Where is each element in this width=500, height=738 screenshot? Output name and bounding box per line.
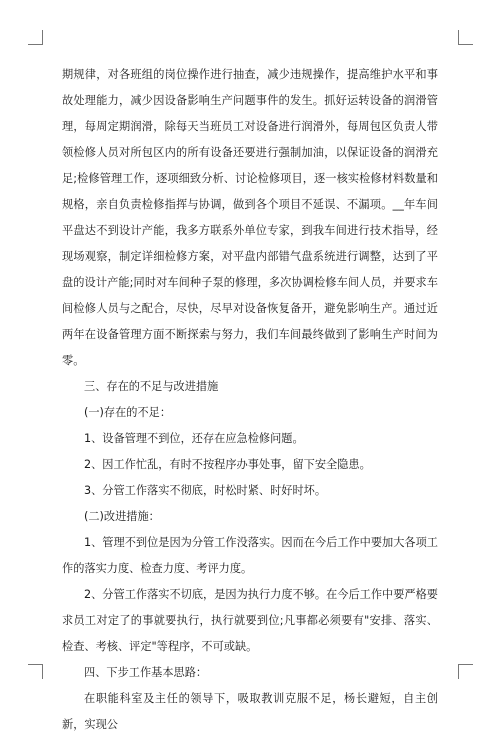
crop-mark-bottom-right bbox=[458, 664, 473, 679]
heading-next-steps: 四、下步工作基本思路： bbox=[84, 666, 208, 679]
paragraph-equipment-management: 期规律，对各班组的岗位操作进行抽查，减少违规操作，提高维护水平和事故处理能力，减少因设备影响生产问题事件的发生。抓好运转设备的润滑管理，每周定期润滑，除每天当班员工对设备进行润滑外，每周包区负责人带领检修人员对所包区内的所有设备还要进行强制加油，以保证设备的润滑充足;检修管理工作，逐项细致分析、讨论检修项目，逐一核实检修材料数量和规格，亲自负责检修指挥与协调，做到各个项目不延误、不漏项。__年车间平盘达不到设计产能，我多方联系外单位专家，到我车间进行技术指导，经现场观察，制定详细检修方案，对平盘内部错气盘系统进行调整，达到了平盘的设计产能;同时对车间种子泵的修理，多次协调检修车间人员，并要求车间检修人员与之配合，尽快，尽早对设备恢复备开，避免影响生产。通过近两年在设备管理方面不断探索与努力，我们车间最终做到了影响生产时间为零。 bbox=[62, 68, 438, 367]
crop-mark-top-right bbox=[458, 30, 473, 45]
list-item-improvement-1: 1、管理不到位是因为分管工作没落实。因而在今后工作中要加大各项工作的落实力度、检查力度、考评力度。 bbox=[62, 536, 438, 575]
list-item-shortcoming-1: 1、设备管理不到位，还存在应急检修问题。 bbox=[84, 432, 304, 445]
document-body bbox=[62, 62, 438, 738]
list-item-shortcoming-2: 2、因工作忙乱，有时不按程序办事处事，留下安全隐患。 bbox=[84, 458, 371, 471]
list-item-improvement-2: 2、分管工作落实不切底，是因为执行力度不够。在今后工作中要严格要求员工对定了的事就要执行，执行就要到位;凡事都必须要有"安排、落实、检查、考核、评定"等程序，不可或缺。 bbox=[62, 588, 438, 653]
list-item-shortcoming-3: 3、分管工作落实不彻底，时松时紧、时好时坏。 bbox=[84, 484, 327, 497]
crop-mark-bottom-left bbox=[28, 664, 43, 679]
crop-mark-top-left bbox=[28, 30, 43, 45]
subheading-shortcomings: (一)存在的不足： bbox=[84, 406, 172, 419]
paragraph-next-steps: 在职能科室及主任的领导下，吸取教训克服不足，杨长避短，自主创新，实现公 bbox=[62, 692, 438, 731]
heading-shortcomings-and-improvements: 三、存在的不足与改进措施 bbox=[84, 380, 219, 393]
subheading-improvements: (二)改进措施： bbox=[84, 510, 160, 523]
